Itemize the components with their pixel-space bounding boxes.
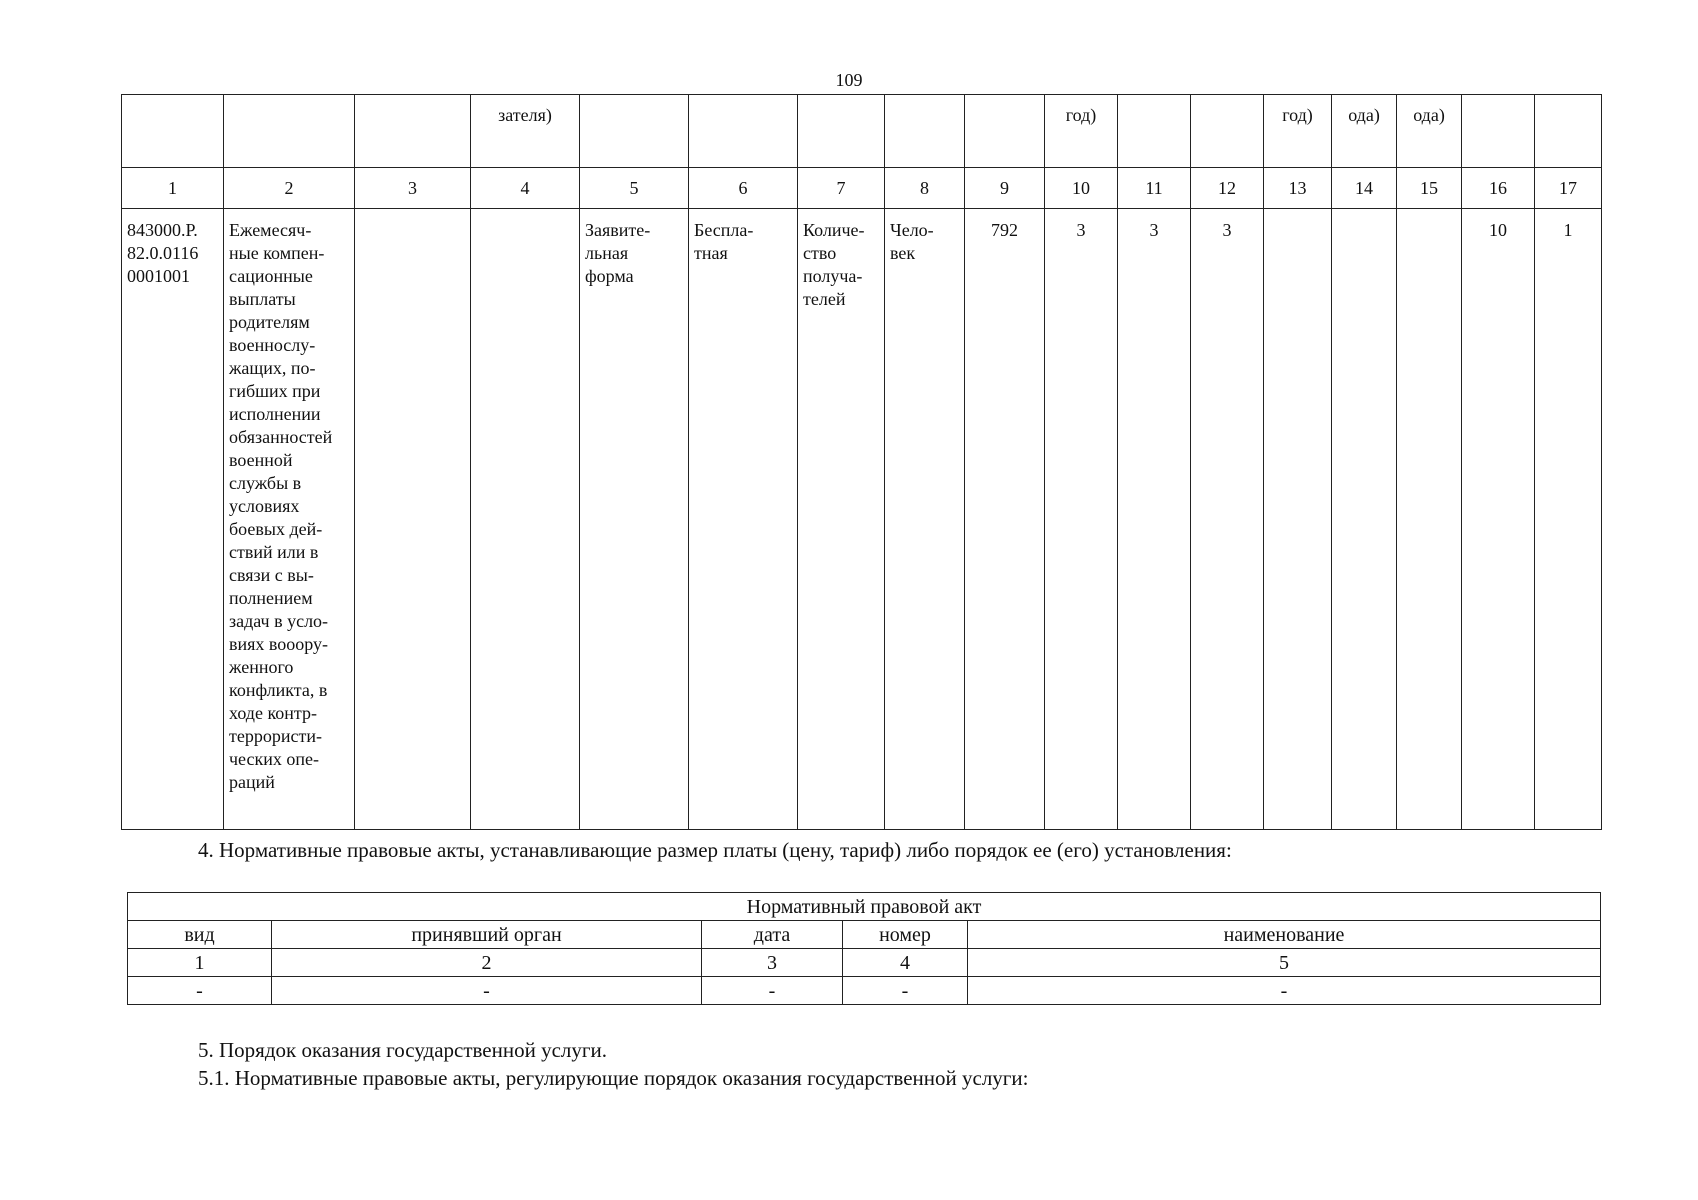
column-number: 17: [1535, 168, 1602, 209]
column-number: 1: [128, 949, 272, 977]
unit-name-cell: Чело- век: [885, 209, 965, 830]
header-cell-12: [1191, 95, 1264, 168]
header-cell-17: [1535, 95, 1602, 168]
column-number: 13: [1264, 168, 1332, 209]
table-row: [122, 209, 1602, 830]
column-header-row: [128, 921, 1601, 949]
column-number: 5: [968, 949, 1601, 977]
section-5-1-title: 5.1. Нормативные правовые акты, регулирующие порядок оказания государственной услуги:: [198, 1066, 1029, 1090]
value-cell-16: 10: [1462, 209, 1535, 830]
payment-type-cell: Беспла- тная: [689, 209, 798, 830]
header-cell-10: год): [1045, 95, 1118, 168]
value-cell-11: 3: [1118, 209, 1191, 830]
header-cell-7: [798, 95, 885, 168]
okei-code-cell: 792: [965, 209, 1045, 830]
group-header-row: [128, 893, 1601, 921]
service-name-cell: Ежемесяч- ные компен- сационные выплаты родителям военнослу- жащих, по- гибших при исполнении обязанностей военной службы в условиях боевых дей- ствий или в связи с вы- полнением задач в усло- виях вооору- женного конфликта, в ходе контр- террористи- ческих опе- раций: [224, 209, 355, 830]
column-number-row: [122, 168, 1602, 209]
header-cell-5: [580, 95, 689, 168]
column-number: 10: [1045, 168, 1118, 209]
column-number: 3: [702, 949, 843, 977]
column-number-row: [128, 949, 1601, 977]
legal-acts-table: [127, 892, 1601, 1005]
header-cell-1: [122, 95, 224, 168]
value-cell-12: 3: [1191, 209, 1264, 830]
page-number: 109: [835, 70, 863, 90]
column-number: 5: [580, 168, 689, 209]
table-row: [128, 977, 1601, 1005]
column-number: 7: [798, 168, 885, 209]
service-volume-table: [121, 94, 1602, 830]
column-number: 16: [1462, 168, 1535, 209]
act-date-cell: -: [702, 977, 843, 1005]
section-5-title: 5. Порядок оказания государственной услуги.: [198, 1038, 607, 1062]
header-cell-8: [885, 95, 965, 168]
value-cell-10: 3: [1045, 209, 1118, 830]
empty-cell-3: [355, 209, 471, 830]
header-cell-16: [1462, 95, 1535, 168]
group-header: Нормативный правовой акт: [128, 893, 1601, 921]
value-cell-15: [1397, 209, 1462, 830]
column-number: 12: [1191, 168, 1264, 209]
header-fragment-row: [122, 95, 1602, 168]
column-number: 11: [1118, 168, 1191, 209]
column-header-type: вид: [128, 921, 272, 949]
header-cell-14: ода): [1332, 95, 1397, 168]
column-number: 1: [122, 168, 224, 209]
act-authority-cell: -: [272, 977, 702, 1005]
column-header-date: дата: [702, 921, 843, 949]
column-number: 2: [224, 168, 355, 209]
column-number: 4: [471, 168, 580, 209]
column-number: 9: [965, 168, 1045, 209]
column-number: 6: [689, 168, 798, 209]
column-number: 3: [355, 168, 471, 209]
column-number: 15: [1397, 168, 1462, 209]
act-number-cell: -: [843, 977, 968, 1005]
registry-code-cell: 843000.Р. 82.0.0116 0001001: [122, 209, 224, 830]
indicator-name-cell: Количе- ство получа- телей: [798, 209, 885, 830]
column-number: 2: [272, 949, 702, 977]
column-number: 8: [885, 168, 965, 209]
header-cell-9: [965, 95, 1045, 168]
act-type-cell: -: [128, 977, 272, 1005]
column-header-name: наименование: [968, 921, 1601, 949]
value-cell-13: [1264, 209, 1332, 830]
column-header-authority: принявший орган: [272, 921, 702, 949]
header-cell-3: [355, 95, 471, 168]
service-form-cell: Заявите- льная форма: [580, 209, 689, 830]
act-name-cell: -: [968, 977, 1601, 1005]
header-cell-15: ода): [1397, 95, 1462, 168]
column-number: 4: [843, 949, 968, 977]
column-header-number: номер: [843, 921, 968, 949]
header-cell-11: [1118, 95, 1191, 168]
empty-cell-4: [471, 209, 580, 830]
section-4-title: 4. Нормативные правовые акты, устанавливающие размер платы (цену, тариф) либо порядок ее (его) установления:: [198, 838, 1232, 862]
header-cell-6: [689, 95, 798, 168]
value-cell-14: [1332, 209, 1397, 830]
header-cell-4: зателя): [471, 95, 580, 168]
column-number: 14: [1332, 168, 1397, 209]
header-cell-2: [224, 95, 355, 168]
value-cell-17: 1: [1535, 209, 1602, 830]
header-cell-13: год): [1264, 95, 1332, 168]
